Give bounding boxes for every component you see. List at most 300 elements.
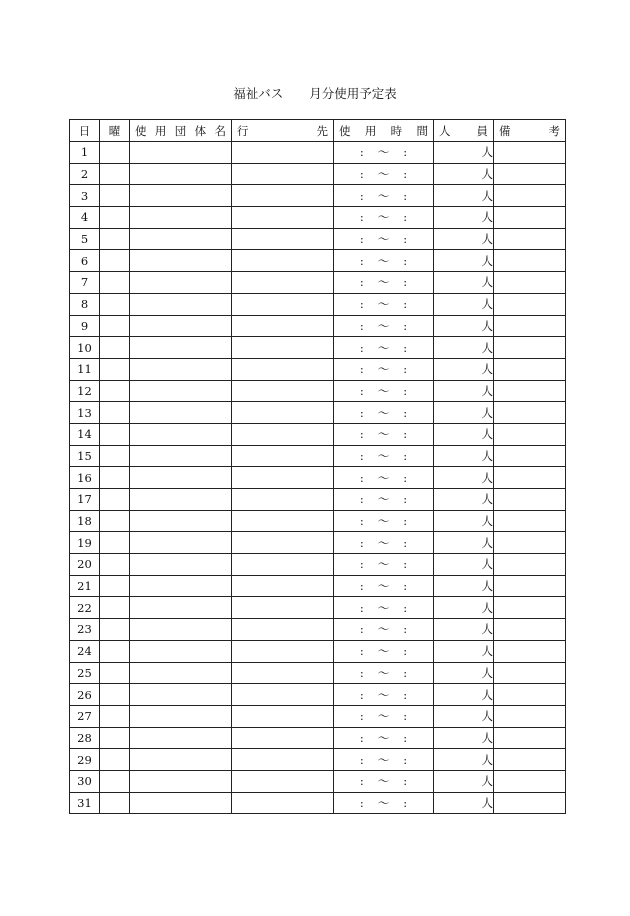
time-end-colon: : xyxy=(403,622,408,637)
time-range xyxy=(334,752,433,768)
usage-time-cell[interactable] xyxy=(334,662,434,684)
time-end-colon: : xyxy=(403,427,408,442)
table-row xyxy=(70,272,566,294)
notes-cell[interactable] xyxy=(494,792,566,814)
usage-time-cell[interactable] xyxy=(334,445,434,467)
time-end-colon: : xyxy=(403,492,408,507)
weekday-cell[interactable] xyxy=(100,749,130,771)
notes-cell[interactable] xyxy=(494,640,566,662)
time-range-tilde: 〜 xyxy=(377,448,390,463)
usage-time-cell[interactable] xyxy=(334,207,434,229)
usage-time-cell[interactable] xyxy=(334,358,434,380)
header-day: 日 xyxy=(70,120,100,142)
usage-time-cell[interactable] xyxy=(334,272,434,294)
people-cell[interactable] xyxy=(434,554,494,576)
people-cell[interactable] xyxy=(434,619,494,641)
notes-cell[interactable] xyxy=(494,532,566,554)
group-name-cell[interactable] xyxy=(130,597,232,619)
notes-cell[interactable] xyxy=(494,228,566,250)
notes-cell[interactable] xyxy=(494,380,566,402)
time-start-colon: : xyxy=(359,752,364,767)
notes-cell[interactable] xyxy=(494,619,566,641)
usage-time-cell[interactable] xyxy=(334,228,434,250)
time-start-colon: : xyxy=(359,579,364,594)
weekday-cell[interactable] xyxy=(100,315,130,337)
people-cell[interactable] xyxy=(434,575,494,597)
usage-time-cell[interactable] xyxy=(334,510,434,532)
weekday-cell[interactable] xyxy=(100,163,130,185)
destination-cell[interactable] xyxy=(232,749,334,771)
time-range xyxy=(334,318,433,334)
destination-cell[interactable] xyxy=(232,510,334,532)
notes-cell[interactable] xyxy=(494,163,566,185)
usage-time-cell[interactable] xyxy=(334,705,434,727)
time-range xyxy=(334,144,433,160)
usage-time-cell[interactable] xyxy=(334,489,434,511)
destination-cell[interactable] xyxy=(232,684,334,706)
weekday-cell[interactable] xyxy=(100,575,130,597)
usage-time-cell[interactable] xyxy=(334,293,434,315)
group-name-cell[interactable] xyxy=(130,554,232,576)
group-name-cell[interactable] xyxy=(130,792,232,814)
time-range xyxy=(334,665,433,681)
time-range-tilde: 〜 xyxy=(377,253,390,268)
people-unit: 人 xyxy=(481,210,493,225)
time-range xyxy=(334,687,433,703)
day-cell: 23 xyxy=(70,619,100,641)
notes-cell[interactable] xyxy=(494,272,566,294)
usage-time-cell[interactable] xyxy=(334,423,434,445)
time-end-colon: : xyxy=(403,752,408,767)
time-range xyxy=(334,773,433,789)
weekday-cell[interactable] xyxy=(100,705,130,727)
group-name-cell[interactable] xyxy=(130,337,232,359)
weekday-cell[interactable] xyxy=(100,207,130,229)
usage-time-cell[interactable] xyxy=(334,315,434,337)
usage-time-cell[interactable] xyxy=(334,575,434,597)
table-row xyxy=(70,554,566,576)
weekday-cell[interactable] xyxy=(100,445,130,467)
usage-time-cell[interactable] xyxy=(334,402,434,424)
usage-time-cell[interactable] xyxy=(334,250,434,272)
header-people-text xyxy=(434,123,493,139)
day-cell: 15 xyxy=(70,445,100,467)
day-cell: 12 xyxy=(70,380,100,402)
day-cell: 28 xyxy=(70,727,100,749)
group-name-cell[interactable] xyxy=(130,358,232,380)
destination-cell[interactable] xyxy=(232,337,334,359)
group-name-cell[interactable] xyxy=(130,142,232,164)
people-unit: 人 xyxy=(481,644,493,659)
time-start-colon: : xyxy=(359,253,364,268)
day-cell: 7 xyxy=(70,272,100,294)
header-char: 員 xyxy=(476,123,488,138)
destination-cell[interactable] xyxy=(232,380,334,402)
group-name-cell[interactable] xyxy=(130,705,232,727)
group-name-cell[interactable] xyxy=(130,727,232,749)
time-start-colon: : xyxy=(359,470,364,485)
people-unit: 人 xyxy=(481,448,493,463)
people-unit: 人 xyxy=(481,275,493,290)
time-end-colon: : xyxy=(403,318,408,333)
header-char: 人 xyxy=(439,123,451,138)
group-name-cell[interactable] xyxy=(130,185,232,207)
people-cell[interactable] xyxy=(434,640,494,662)
group-name-cell[interactable] xyxy=(130,315,232,337)
destination-cell[interactable] xyxy=(232,727,334,749)
time-start-colon: : xyxy=(359,383,364,398)
people-cell[interactable] xyxy=(434,510,494,532)
time-start-colon: : xyxy=(359,774,364,789)
time-start-colon: : xyxy=(359,145,364,160)
weekday-cell[interactable] xyxy=(100,467,130,489)
time-range xyxy=(334,795,433,811)
day-cell: 30 xyxy=(70,770,100,792)
time-start-colon: : xyxy=(359,557,364,572)
destination-cell[interactable] xyxy=(232,250,334,272)
people-cell[interactable] xyxy=(434,792,494,814)
notes-cell[interactable] xyxy=(494,467,566,489)
weekday-cell[interactable] xyxy=(100,554,130,576)
notes-cell[interactable] xyxy=(494,510,566,532)
destination-cell[interactable] xyxy=(232,554,334,576)
time-range-tilde: 〜 xyxy=(377,730,390,745)
usage-time-cell[interactable] xyxy=(334,163,434,185)
notes-cell[interactable] xyxy=(494,423,566,445)
title-bus-name: 福祉バス xyxy=(233,86,284,101)
notes-cell[interactable] xyxy=(494,554,566,576)
time-range xyxy=(334,578,433,594)
group-name-cell[interactable] xyxy=(130,575,232,597)
weekday-cell[interactable] xyxy=(100,510,130,532)
people-cell[interactable] xyxy=(434,489,494,511)
notes-cell[interactable] xyxy=(494,749,566,771)
people-unit: 人 xyxy=(481,362,493,377)
destination-cell[interactable] xyxy=(232,293,334,315)
people-cell[interactable] xyxy=(434,705,494,727)
notes-cell[interactable] xyxy=(494,684,566,706)
time-start-colon: : xyxy=(359,448,364,463)
usage-time-cell[interactable] xyxy=(334,597,434,619)
weekday-cell[interactable] xyxy=(100,640,130,662)
destination-cell[interactable] xyxy=(232,489,334,511)
time-end-colon: : xyxy=(403,514,408,529)
weekday-cell[interactable] xyxy=(100,423,130,445)
destination-cell[interactable] xyxy=(232,272,334,294)
people-cell[interactable] xyxy=(434,662,494,684)
time-end-colon: : xyxy=(403,362,408,377)
time-range xyxy=(334,621,433,637)
group-name-cell[interactable] xyxy=(130,207,232,229)
notes-cell[interactable] xyxy=(494,250,566,272)
weekday-cell[interactable] xyxy=(100,489,130,511)
group-name-cell[interactable] xyxy=(130,272,232,294)
group-name-cell[interactable] xyxy=(130,293,232,315)
destination-cell[interactable] xyxy=(232,423,334,445)
notes-cell[interactable] xyxy=(494,770,566,792)
people-cell[interactable] xyxy=(434,315,494,337)
time-range xyxy=(334,166,433,182)
usage-time-cell[interactable] xyxy=(334,749,434,771)
people-cell[interactable] xyxy=(434,445,494,467)
header-char: 時 xyxy=(390,123,403,138)
day-cell: 8 xyxy=(70,293,100,315)
usage-time-cell[interactable] xyxy=(334,142,434,164)
time-end-colon: : xyxy=(403,405,408,420)
people-cell[interactable] xyxy=(434,163,494,185)
notes-cell[interactable] xyxy=(494,575,566,597)
group-name-cell[interactable] xyxy=(130,163,232,185)
day-cell: 31 xyxy=(70,792,100,814)
weekday-cell[interactable] xyxy=(100,532,130,554)
destination-cell[interactable] xyxy=(232,770,334,792)
header-destination-text xyxy=(232,123,333,139)
people-cell[interactable] xyxy=(434,467,494,489)
time-range xyxy=(334,535,433,551)
group-name-cell[interactable] xyxy=(130,770,232,792)
time-range-tilde: 〜 xyxy=(377,318,390,333)
people-cell[interactable] xyxy=(434,380,494,402)
notes-cell[interactable] xyxy=(494,597,566,619)
group-name-cell[interactable] xyxy=(130,402,232,424)
table-row xyxy=(70,640,566,662)
weekday-cell[interactable] xyxy=(100,597,130,619)
people-cell[interactable] xyxy=(434,228,494,250)
notes-cell[interactable] xyxy=(494,293,566,315)
table-row xyxy=(70,142,566,164)
notes-cell[interactable] xyxy=(494,489,566,511)
time-start-colon: : xyxy=(359,405,364,420)
destination-cell[interactable] xyxy=(232,619,334,641)
destination-cell[interactable] xyxy=(232,358,334,380)
table-row xyxy=(70,185,566,207)
notes-cell[interactable] xyxy=(494,337,566,359)
destination-cell[interactable] xyxy=(232,705,334,727)
table-row xyxy=(70,445,566,467)
destination-cell[interactable] xyxy=(232,597,334,619)
destination-cell[interactable] xyxy=(232,445,334,467)
destination-cell[interactable] xyxy=(232,662,334,684)
people-cell[interactable] xyxy=(434,358,494,380)
usage-time-cell[interactable] xyxy=(334,684,434,706)
notes-cell[interactable] xyxy=(494,185,566,207)
time-range-tilde: 〜 xyxy=(377,275,390,290)
time-start-colon: : xyxy=(359,427,364,442)
header-char: 先 xyxy=(316,123,328,138)
usage-time-cell[interactable] xyxy=(334,185,434,207)
people-unit: 人 xyxy=(481,145,493,160)
destination-cell[interactable] xyxy=(232,142,334,164)
table-row xyxy=(70,163,566,185)
table-row xyxy=(70,207,566,229)
time-range xyxy=(334,708,433,724)
usage-time-cell[interactable] xyxy=(334,380,434,402)
usage-time-cell[interactable] xyxy=(334,467,434,489)
usage-time-cell[interactable] xyxy=(334,792,434,814)
time-range xyxy=(334,274,433,290)
time-start-colon: : xyxy=(359,188,364,203)
time-range-tilde: 〜 xyxy=(377,709,390,724)
people-cell[interactable] xyxy=(434,532,494,554)
group-name-cell[interactable] xyxy=(130,662,232,684)
people-cell[interactable] xyxy=(434,684,494,706)
notes-cell[interactable] xyxy=(494,207,566,229)
time-range xyxy=(334,405,433,421)
people-unit: 人 xyxy=(481,340,493,355)
group-name-cell[interactable] xyxy=(130,640,232,662)
notes-cell[interactable] xyxy=(494,142,566,164)
notes-cell[interactable] xyxy=(494,445,566,467)
destination-cell[interactable] xyxy=(232,163,334,185)
weekday-cell[interactable] xyxy=(100,358,130,380)
usage-time-cell[interactable] xyxy=(334,337,434,359)
time-range-tilde: 〜 xyxy=(377,644,390,659)
people-unit: 人 xyxy=(481,535,493,550)
weekday-cell[interactable] xyxy=(100,684,130,706)
usage-time-cell[interactable] xyxy=(334,619,434,641)
header-char: 用 xyxy=(364,123,377,138)
people-cell[interactable] xyxy=(434,142,494,164)
time-start-colon: : xyxy=(359,795,364,810)
time-start-colon: : xyxy=(359,622,364,637)
weekday-cell[interactable] xyxy=(100,727,130,749)
destination-cell[interactable] xyxy=(232,315,334,337)
weekday-cell[interactable] xyxy=(100,662,130,684)
header-row xyxy=(70,120,566,142)
table-row xyxy=(70,597,566,619)
group-name-cell[interactable] xyxy=(130,423,232,445)
weekday-cell[interactable] xyxy=(100,402,130,424)
weekday-cell[interactable] xyxy=(100,272,130,294)
day-cell: 5 xyxy=(70,228,100,250)
time-start-colon: : xyxy=(359,297,364,312)
destination-cell[interactable] xyxy=(232,185,334,207)
group-name-cell[interactable] xyxy=(130,510,232,532)
weekday-cell[interactable] xyxy=(100,293,130,315)
group-name-cell[interactable] xyxy=(130,467,232,489)
notes-cell[interactable] xyxy=(494,402,566,424)
destination-cell[interactable] xyxy=(232,532,334,554)
destination-cell[interactable] xyxy=(232,640,334,662)
group-name-cell[interactable] xyxy=(130,445,232,467)
time-end-colon: : xyxy=(403,709,408,724)
group-name-cell[interactable] xyxy=(130,749,232,771)
day-cell: 2 xyxy=(70,163,100,185)
people-cell[interactable] xyxy=(434,770,494,792)
time-range-tilde: 〜 xyxy=(377,383,390,398)
people-unit: 人 xyxy=(481,492,493,507)
weekday-cell[interactable] xyxy=(100,250,130,272)
destination-cell[interactable] xyxy=(232,228,334,250)
people-cell[interactable] xyxy=(434,402,494,424)
people-cell[interactable] xyxy=(434,423,494,445)
people-unit: 人 xyxy=(481,297,493,312)
people-unit: 人 xyxy=(481,600,493,615)
time-range-tilde: 〜 xyxy=(377,188,390,203)
weekday-cell[interactable] xyxy=(100,770,130,792)
people-cell[interactable] xyxy=(434,293,494,315)
group-name-cell[interactable] xyxy=(130,380,232,402)
people-cell[interactable] xyxy=(434,185,494,207)
weekday-cell[interactable] xyxy=(100,228,130,250)
notes-cell[interactable] xyxy=(494,358,566,380)
usage-time-cell[interactable] xyxy=(334,727,434,749)
time-range-tilde: 〜 xyxy=(377,535,390,550)
people-cell[interactable] xyxy=(434,727,494,749)
time-start-colon: : xyxy=(359,232,364,247)
destination-cell[interactable] xyxy=(232,402,334,424)
time-range-tilde: 〜 xyxy=(377,600,390,615)
people-unit: 人 xyxy=(481,470,493,485)
group-name-cell[interactable] xyxy=(130,489,232,511)
table-row xyxy=(70,250,566,272)
group-name-cell[interactable] xyxy=(130,684,232,706)
weekday-cell[interactable] xyxy=(100,619,130,641)
time-range-tilde: 〜 xyxy=(377,687,390,702)
people-cell[interactable] xyxy=(434,250,494,272)
time-range-tilde: 〜 xyxy=(377,167,390,182)
people-cell[interactable] xyxy=(434,597,494,619)
time-end-colon: : xyxy=(403,730,408,745)
destination-cell[interactable] xyxy=(232,575,334,597)
time-start-colon: : xyxy=(359,167,364,182)
people-unit: 人 xyxy=(481,752,493,767)
weekday-cell[interactable] xyxy=(100,185,130,207)
group-name-cell[interactable] xyxy=(130,228,232,250)
time-end-colon: : xyxy=(403,210,408,225)
notes-cell[interactable] xyxy=(494,662,566,684)
weekday-cell[interactable] xyxy=(100,142,130,164)
usage-time-cell[interactable] xyxy=(334,532,434,554)
people-cell[interactable] xyxy=(434,272,494,294)
time-start-colon: : xyxy=(359,730,364,745)
usage-time-cell[interactable] xyxy=(334,770,434,792)
notes-cell[interactable] xyxy=(494,315,566,337)
time-range xyxy=(334,643,433,659)
time-range-tilde: 〜 xyxy=(377,795,390,810)
people-cell[interactable] xyxy=(434,207,494,229)
weekday-cell[interactable] xyxy=(100,380,130,402)
time-end-colon: : xyxy=(403,340,408,355)
time-start-colon: : xyxy=(359,210,364,225)
people-cell[interactable] xyxy=(434,749,494,771)
group-name-cell[interactable] xyxy=(130,250,232,272)
destination-cell[interactable] xyxy=(232,792,334,814)
table-row xyxy=(70,575,566,597)
weekday-cell[interactable] xyxy=(100,337,130,359)
people-unit: 人 xyxy=(481,665,493,680)
notes-cell[interactable] xyxy=(494,727,566,749)
time-range-tilde: 〜 xyxy=(377,297,390,312)
table-row xyxy=(70,228,566,250)
table-row xyxy=(70,705,566,727)
destination-cell[interactable] xyxy=(232,467,334,489)
time-start-colon: : xyxy=(359,644,364,659)
people-unit: 人 xyxy=(481,622,493,637)
group-name-cell[interactable] xyxy=(130,619,232,641)
header-usage-time-text xyxy=(334,123,433,139)
notes-cell[interactable] xyxy=(494,705,566,727)
weekday-cell[interactable] xyxy=(100,792,130,814)
usage-time-cell[interactable] xyxy=(334,554,434,576)
time-range xyxy=(334,231,433,247)
header-usage-time xyxy=(334,120,434,142)
destination-cell[interactable] xyxy=(232,207,334,229)
people-cell[interactable] xyxy=(434,337,494,359)
people-unit: 人 xyxy=(481,318,493,333)
group-name-cell[interactable] xyxy=(130,532,232,554)
usage-time-cell[interactable] xyxy=(334,640,434,662)
